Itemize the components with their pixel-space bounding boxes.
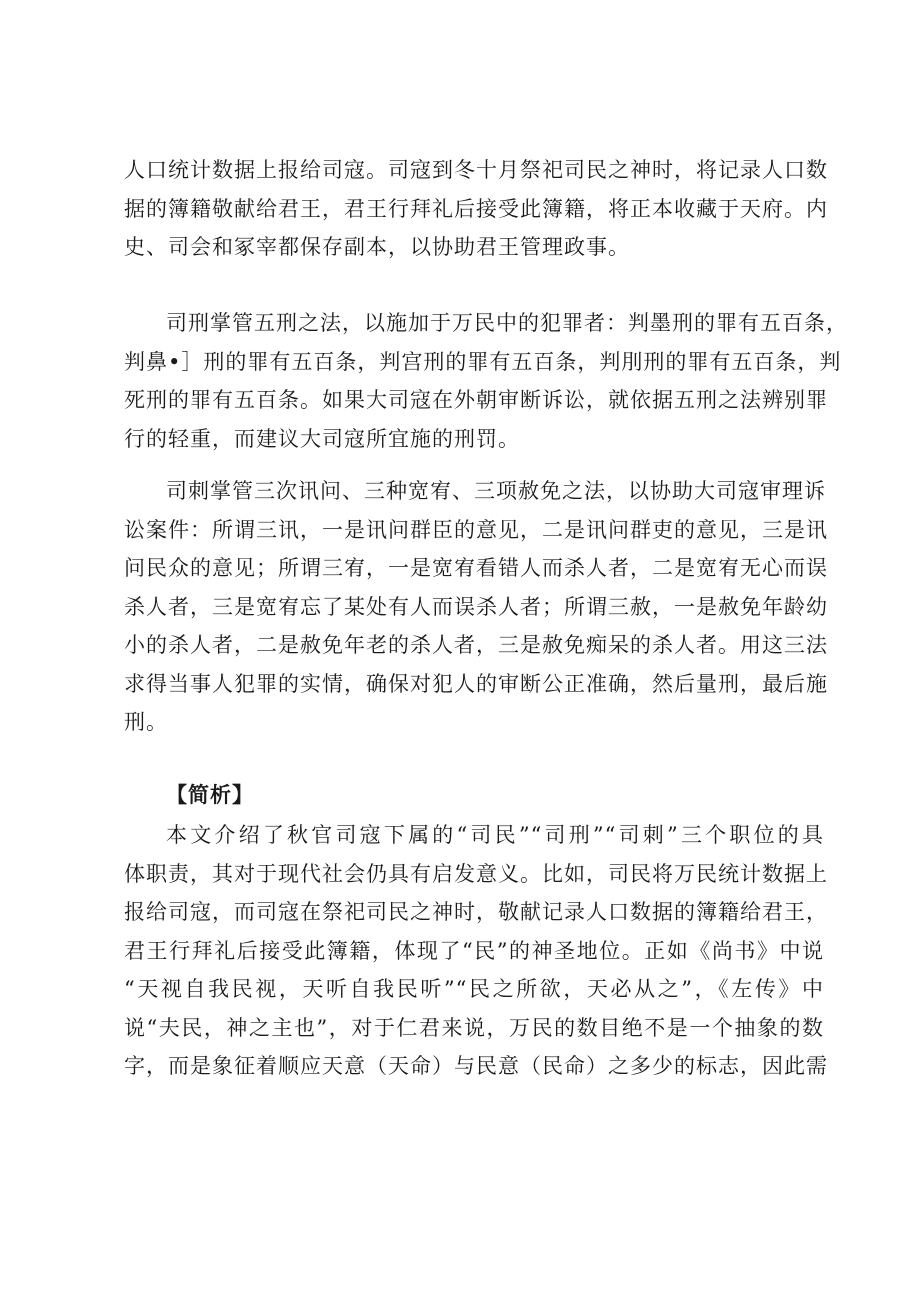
section-heading [124, 776, 824, 815]
text-line: 问民众的意见；所谓三宥，一是宽宥看错人而杀人者，二是宽宥无心而误 [124, 556, 828, 580]
text-line: “天视自我民视，天听自我民听”“民之所欲，天必从之”，《左传》中 [124, 977, 824, 1001]
text-line: 判鼻•］刑的罪有五百条，判宫刑的罪有五百条，判刖刑的罪有五百条，判 [124, 349, 842, 374]
text-line: 讼案件：所谓三讯，一是讯问群臣的意见，二是讯问群吏的意见，三是讯 [124, 517, 828, 542]
text-line: 小的杀人者，二是赦免年老的杀人者，三是赦免痴呆的杀人者。用这三法 [124, 633, 828, 657]
text-line: 司刺掌管三次讯问、三种宽宥、三项赦免之法，以协助大司寇审理诉 [166, 479, 826, 503]
analysis-heading: 【简析】 [166, 782, 254, 807]
text-line: 史、司会和冢宰都保存副本，以协助君王管理政事。 [124, 235, 630, 259]
paragraph-sici [124, 472, 828, 742]
paragraph-census [124, 151, 828, 267]
text-line: 行的轻重，而建议大司寇所宜施的刑罚。 [124, 426, 520, 451]
text-line: 刑。 [124, 710, 168, 734]
text-line: 君王行拜礼后接受此簿籍，体现了“民”的神圣地位。正如《尚书》中说 [124, 938, 824, 963]
text-line: 说“夫民，神之主也”，对于仁君来说，万民的数目绝不是一个抽象的数 [124, 1015, 824, 1040]
text-line: 杀人者，三是宽宥忘了某处有人而误杀人者；所谓三赦，一是赦免年龄幼 [124, 594, 828, 619]
paragraph-analysis [124, 816, 828, 1086]
paragraph-sixing [124, 304, 848, 458]
text-line: 体职责，其对于现代社会仍具有启发意义。比如，司民将万民统计数据上 [124, 861, 828, 886]
text-line: 本文介绍了秋官司寇下属的“司民”“司刑”“司刺”三个职位的具 [166, 823, 824, 847]
text-line: 人口统计数据上报给司寇。司寇到冬十月祭祀司民之神时，将记录人口数 [124, 158, 828, 182]
text-line: 死刑的罪有五百条。如果大司寇在外朝审断诉讼，就依据五刑之法辨别罪 [124, 388, 828, 412]
text-line: 求得当事人犯罪的实情，确保对犯人的审断公正准确，然后量刑，最后施 [124, 671, 828, 696]
text-line: 报给司寇，而司寇在祭祀司民之神时，敬献记录人口数据的簿籍给君王， [124, 900, 828, 924]
text-line: 据的簿籍敬献给君王，君王行拜礼后接受此簿籍，将正本收藏于天府。内 [124, 196, 828, 221]
text-line: 司刑掌管五刑之法，以施加于万民中的犯罪者：判墨刑的罪有五百条， [166, 311, 848, 335]
text-line: 字，而是象征着顺应天意（天命）与民意（民命）之多少的标志，因此需 [124, 1054, 828, 1078]
